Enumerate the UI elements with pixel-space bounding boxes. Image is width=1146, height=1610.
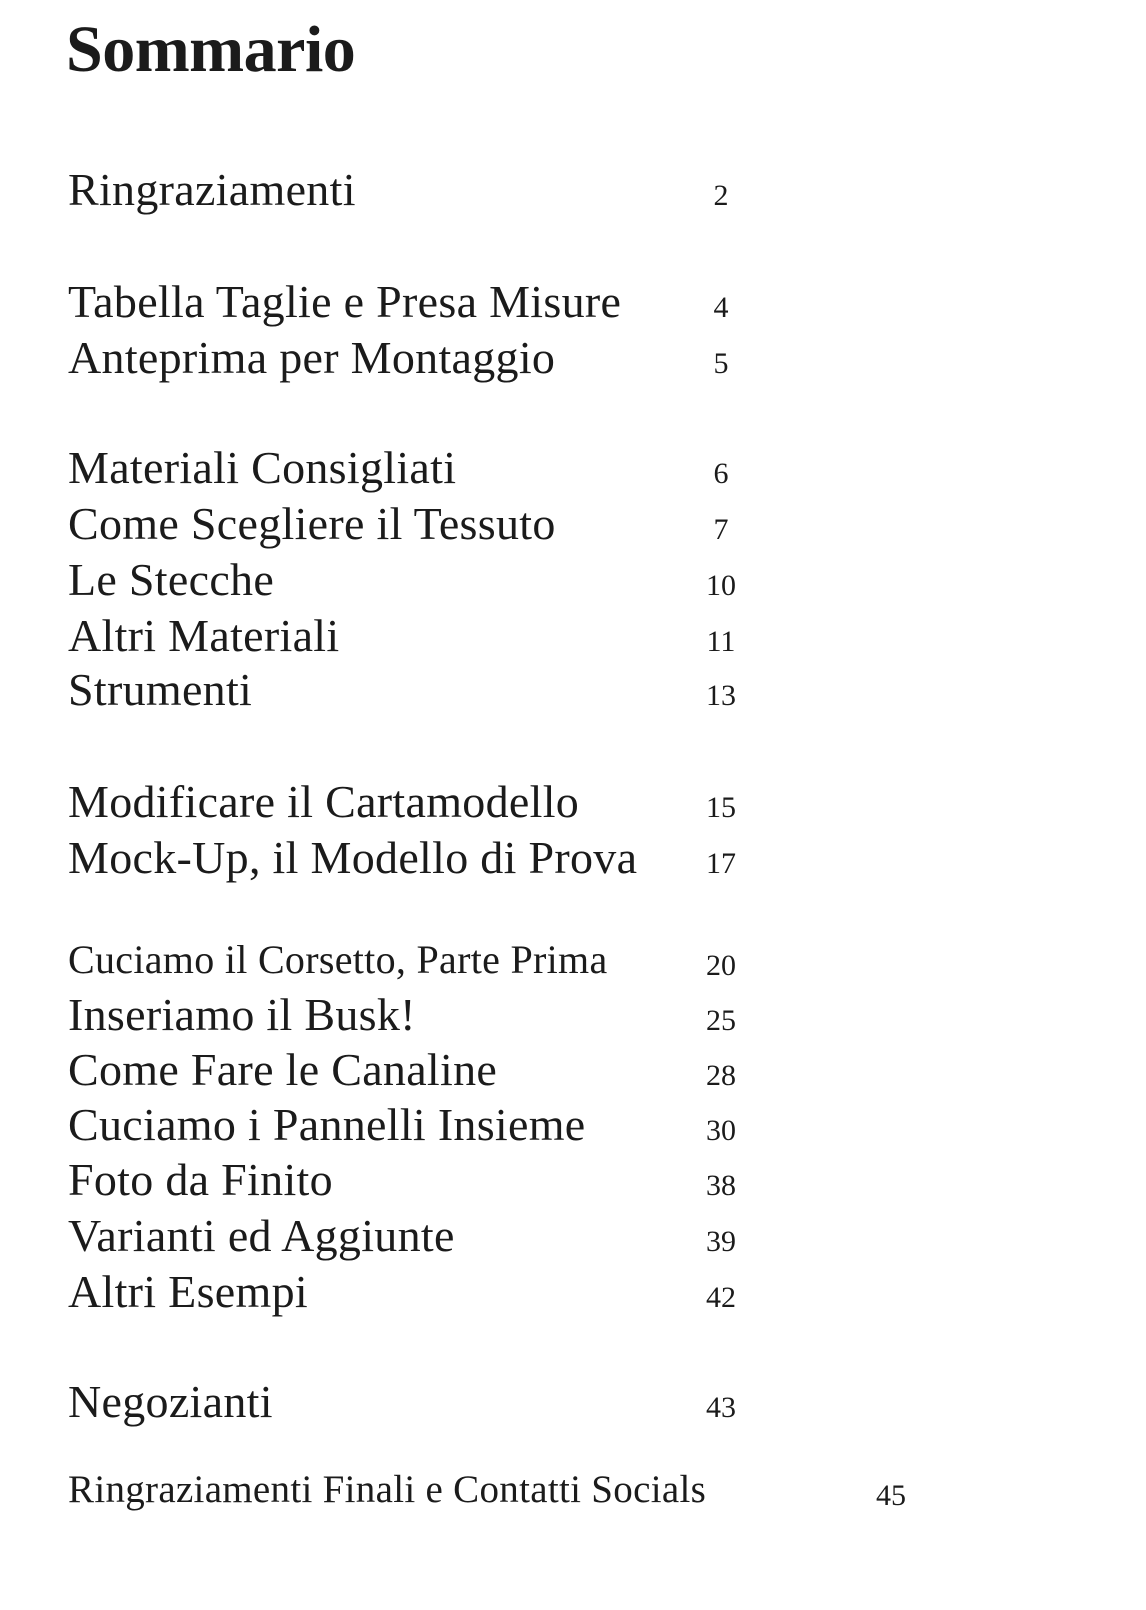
toc-entry-page-number: 10 bbox=[706, 569, 736, 602]
toc-entry-page-number: 11 bbox=[706, 625, 736, 658]
toc-entry bbox=[0, 608, 1146, 664]
toc-entry bbox=[0, 330, 1146, 386]
toc-entry bbox=[0, 1097, 1146, 1153]
toc-entry bbox=[0, 662, 1146, 718]
toc-entry bbox=[0, 274, 1146, 330]
toc-entry bbox=[0, 496, 1146, 552]
toc-entry-title: Strumenti bbox=[68, 664, 253, 715]
toc-entry-title: Cuciamo i Pannelli Insieme bbox=[68, 1099, 586, 1150]
toc-entry bbox=[0, 774, 1146, 830]
toc-entry-title: Le Stecche bbox=[68, 554, 275, 605]
toc-entry-page-number: 42 bbox=[706, 1281, 736, 1314]
toc-entry-title: Come Scegliere il Tessuto bbox=[68, 498, 556, 549]
toc-entry-title: Inseriamo il Busk! bbox=[68, 989, 416, 1040]
toc-entry-title: Varianti ed Aggiunte bbox=[68, 1210, 455, 1261]
toc-entry bbox=[0, 987, 1146, 1043]
toc-entry-title: Tabella Taglie e Presa Misure bbox=[68, 276, 622, 327]
toc-entry-page-number: 2 bbox=[713, 179, 729, 212]
toc-entry-title: Modificare il Cartamodello bbox=[68, 776, 580, 827]
toc-entry-title: Ringraziamenti bbox=[68, 164, 356, 215]
toc-entry-title: Mock-Up, il Modello di Prova bbox=[68, 832, 638, 883]
toc-entry-title: Anteprima per Montaggio bbox=[68, 332, 556, 383]
toc-entry-page-number: 13 bbox=[706, 679, 736, 712]
toc-entry bbox=[0, 1264, 1146, 1320]
toc-entry-page-number: 39 bbox=[706, 1225, 736, 1258]
toc-entry bbox=[0, 1152, 1146, 1208]
toc-entry bbox=[0, 440, 1146, 496]
toc-entry bbox=[0, 1208, 1146, 1264]
page-title: Sommario bbox=[66, 13, 356, 86]
toc-entry bbox=[0, 552, 1146, 608]
toc-entry-page-number: 45 bbox=[876, 1479, 906, 1512]
toc-entry-title: Negozianti bbox=[68, 1376, 273, 1427]
toc-entry-page-number: 25 bbox=[706, 1004, 736, 1037]
toc-entry-title: Materiali Consigliati bbox=[68, 442, 457, 493]
toc-entry-page-number: 43 bbox=[706, 1391, 736, 1424]
toc-entry-page-number: 28 bbox=[706, 1059, 736, 1092]
toc-entry-page-number: 5 bbox=[713, 347, 729, 380]
toc-entry bbox=[0, 830, 1146, 886]
toc-entry-page-number: 20 bbox=[706, 949, 736, 982]
toc-entry bbox=[0, 1374, 1146, 1430]
toc-entry-title: Altri Esempi bbox=[68, 1266, 308, 1317]
toc-entry-page-number: 38 bbox=[706, 1169, 736, 1202]
toc-entry bbox=[0, 932, 1146, 988]
toc-entry-page-number: 17 bbox=[706, 847, 736, 880]
toc-entry-title: Cuciamo il Corsetto, Parte Prima bbox=[68, 937, 608, 982]
toc-entry-title: Altri Materiali bbox=[68, 610, 340, 661]
toc-entry-page-number: 30 bbox=[706, 1114, 736, 1147]
toc-entry-title: Foto da Finito bbox=[68, 1154, 333, 1205]
toc-entry-page-number: 7 bbox=[713, 513, 729, 546]
toc-entry-page-number: 6 bbox=[713, 457, 729, 490]
toc-entry-title: Come Fare le Canaline bbox=[68, 1044, 498, 1095]
toc-entry bbox=[0, 1042, 1146, 1098]
toc-entry-title: Ringraziamenti Finali e Contatti Socials bbox=[68, 1468, 707, 1511]
toc-entry bbox=[0, 1462, 1146, 1518]
toc-entry-page-number: 4 bbox=[713, 291, 729, 324]
toc-entry bbox=[0, 162, 1146, 218]
toc-entry-page-number: 15 bbox=[706, 791, 736, 824]
